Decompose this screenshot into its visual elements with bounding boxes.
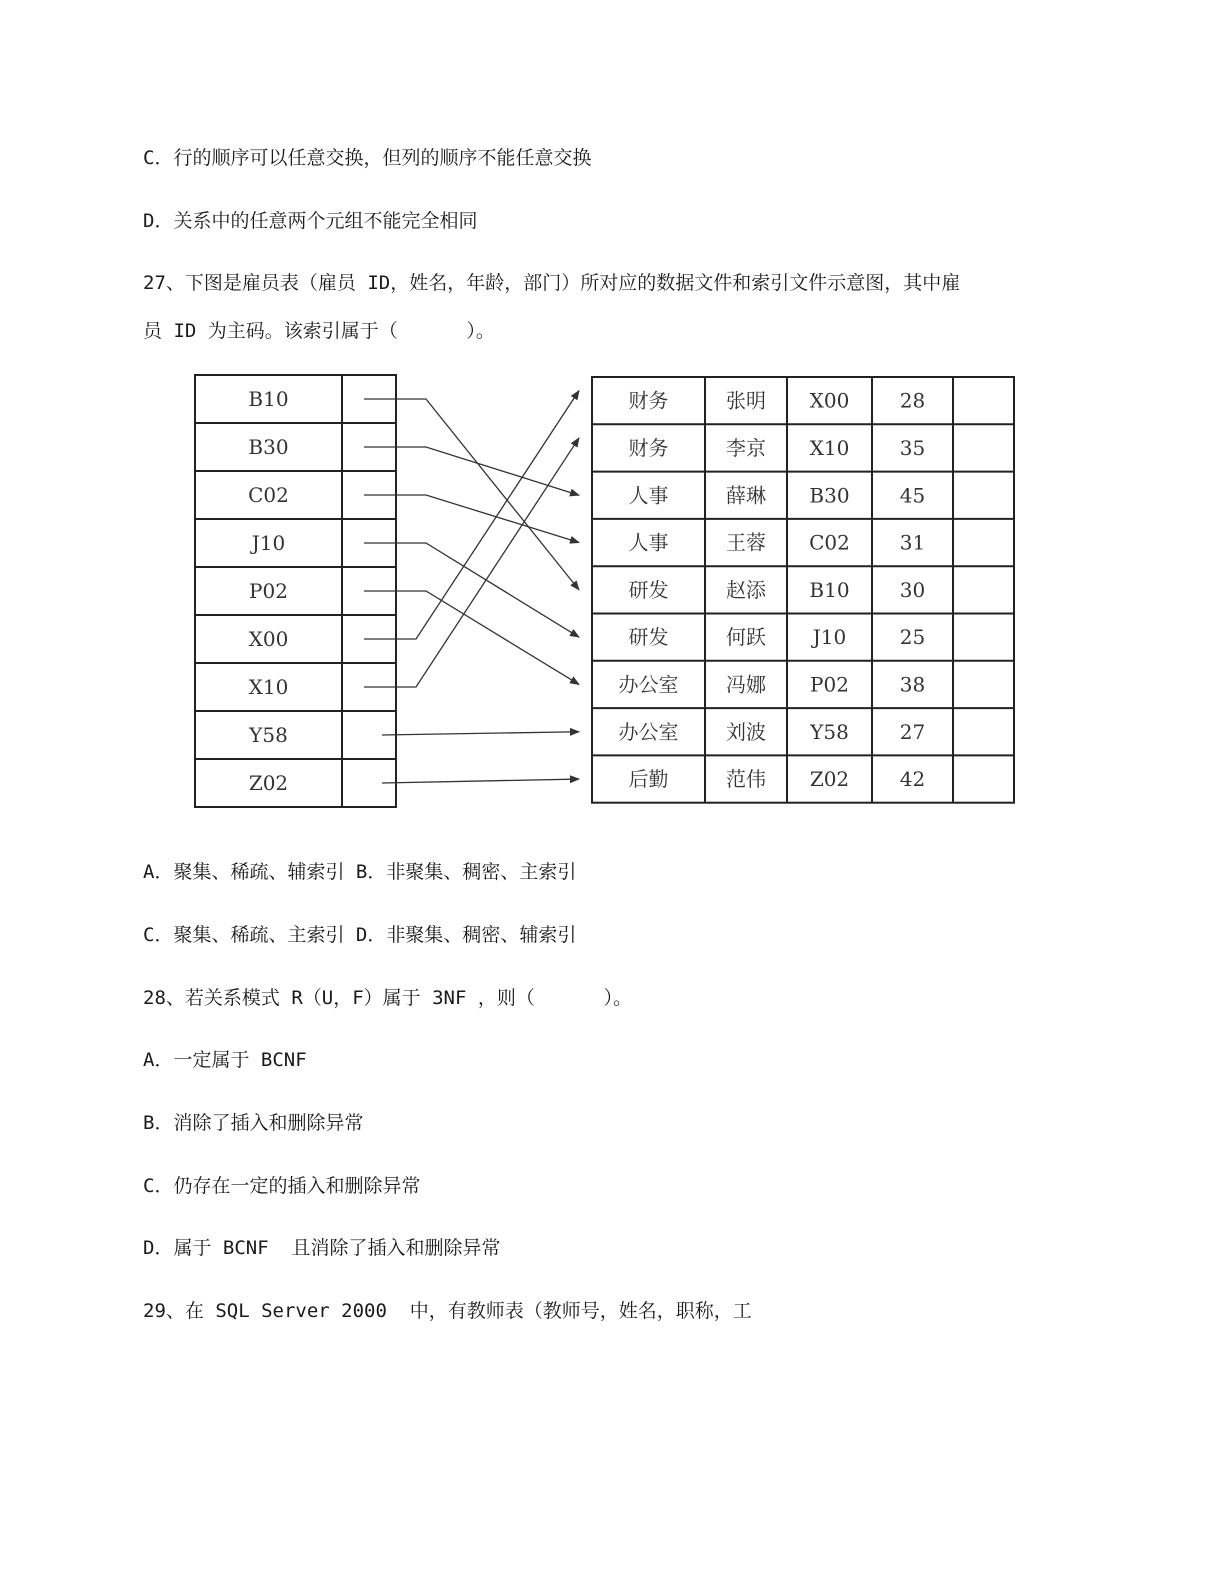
- q28-option-c: C．仍存在一定的插入和删除异常: [143, 1175, 421, 1197]
- data-cell: 人事: [628, 530, 669, 555]
- data-cell: 30: [899, 577, 926, 602]
- question-29-line: 29、在 SQL Server 2000 中，有教师表（教师号，姓名，职称，工: [143, 1300, 752, 1322]
- data-cell: Z02: [809, 767, 850, 792]
- data-cell: Y58: [810, 719, 849, 744]
- data-cell: 28: [899, 388, 926, 413]
- data-cell: 31: [899, 530, 926, 555]
- data-cell: 刘波: [726, 719, 766, 744]
- data-cell: 办公室: [618, 672, 679, 697]
- data-cell: 38: [899, 672, 926, 697]
- index-key: X10: [248, 675, 289, 699]
- index-key: B10: [248, 387, 289, 411]
- data-cell: 35: [899, 435, 926, 460]
- data-cell: X10: [809, 435, 850, 460]
- data-cell: 张明: [726, 388, 766, 413]
- index-key: B30: [248, 435, 289, 459]
- pointer-arrow: [382, 732, 579, 735]
- option-d-line: D．关系中的任意两个元组不能完全相同: [143, 210, 478, 232]
- data-cell: 李京: [726, 435, 766, 460]
- data-file-table: [592, 377, 1014, 803]
- data-cell: 冯娜: [726, 672, 766, 697]
- pointer-arrow: [382, 779, 579, 783]
- question-28-line: 28、若关系模式 R（U，F）属于 3NF ，则（ ）。: [143, 987, 632, 1009]
- data-cell: P02: [810, 672, 849, 697]
- data-cell: B10: [809, 577, 850, 602]
- index-key: P02: [249, 579, 288, 603]
- data-cell: 财务: [628, 388, 669, 413]
- question-27-line-1: 27、下图是雇员表（雇员 ID，姓名，年龄，部门）所对应的数据文件和索引文件示意图，其中雇: [143, 272, 961, 294]
- data-cell: 研发: [628, 577, 669, 602]
- q27-options-ab: A．聚集、稀疏、辅索引 B．非聚集、稠密、主索引: [143, 861, 577, 883]
- data-cell: 42: [899, 767, 926, 792]
- data-cell: 办公室: [618, 719, 679, 744]
- index-key: Y58: [249, 723, 288, 747]
- index-key: C02: [248, 483, 289, 507]
- q28-option-a: A．一定属于 BCNF: [143, 1049, 307, 1071]
- data-cell: B30: [809, 483, 850, 508]
- q27-options-cd: C．聚集、稀疏、主索引 D．非聚集、稠密、辅索引: [143, 924, 577, 946]
- data-cell: X00: [809, 388, 850, 413]
- index-key: J10: [251, 531, 286, 555]
- q28-option-b: B．消除了插入和删除异常: [143, 1112, 364, 1134]
- data-cell: 赵添: [726, 577, 766, 602]
- q28-option-d: D．属于 BCNF 且消除了插入和删除异常: [143, 1237, 501, 1259]
- index-key: X00: [248, 627, 289, 651]
- data-cell: 范伟: [726, 767, 766, 792]
- data-cell: 后勤: [628, 767, 669, 792]
- data-cell: 研发: [628, 625, 669, 650]
- data-cell: 27: [899, 719, 926, 744]
- data-cell: 25: [899, 625, 926, 650]
- data-cell: C02: [809, 530, 850, 555]
- data-cell: 人事: [628, 483, 669, 508]
- data-cell: 财务: [628, 435, 669, 460]
- data-cell: 何跃: [726, 625, 766, 650]
- data-cell: 45: [899, 483, 926, 508]
- data-cell: 王蓉: [726, 530, 766, 555]
- index-key: Z02: [248, 771, 289, 795]
- question-27-line-2: 员 ID 为主码。该索引属于（ ）。: [143, 320, 495, 342]
- option-c-line: C．行的顺序可以任意交换，但列的顺序不能任意交换: [143, 147, 592, 169]
- data-cell: 薛琳: [726, 483, 766, 508]
- data-cell: J10: [812, 625, 847, 650]
